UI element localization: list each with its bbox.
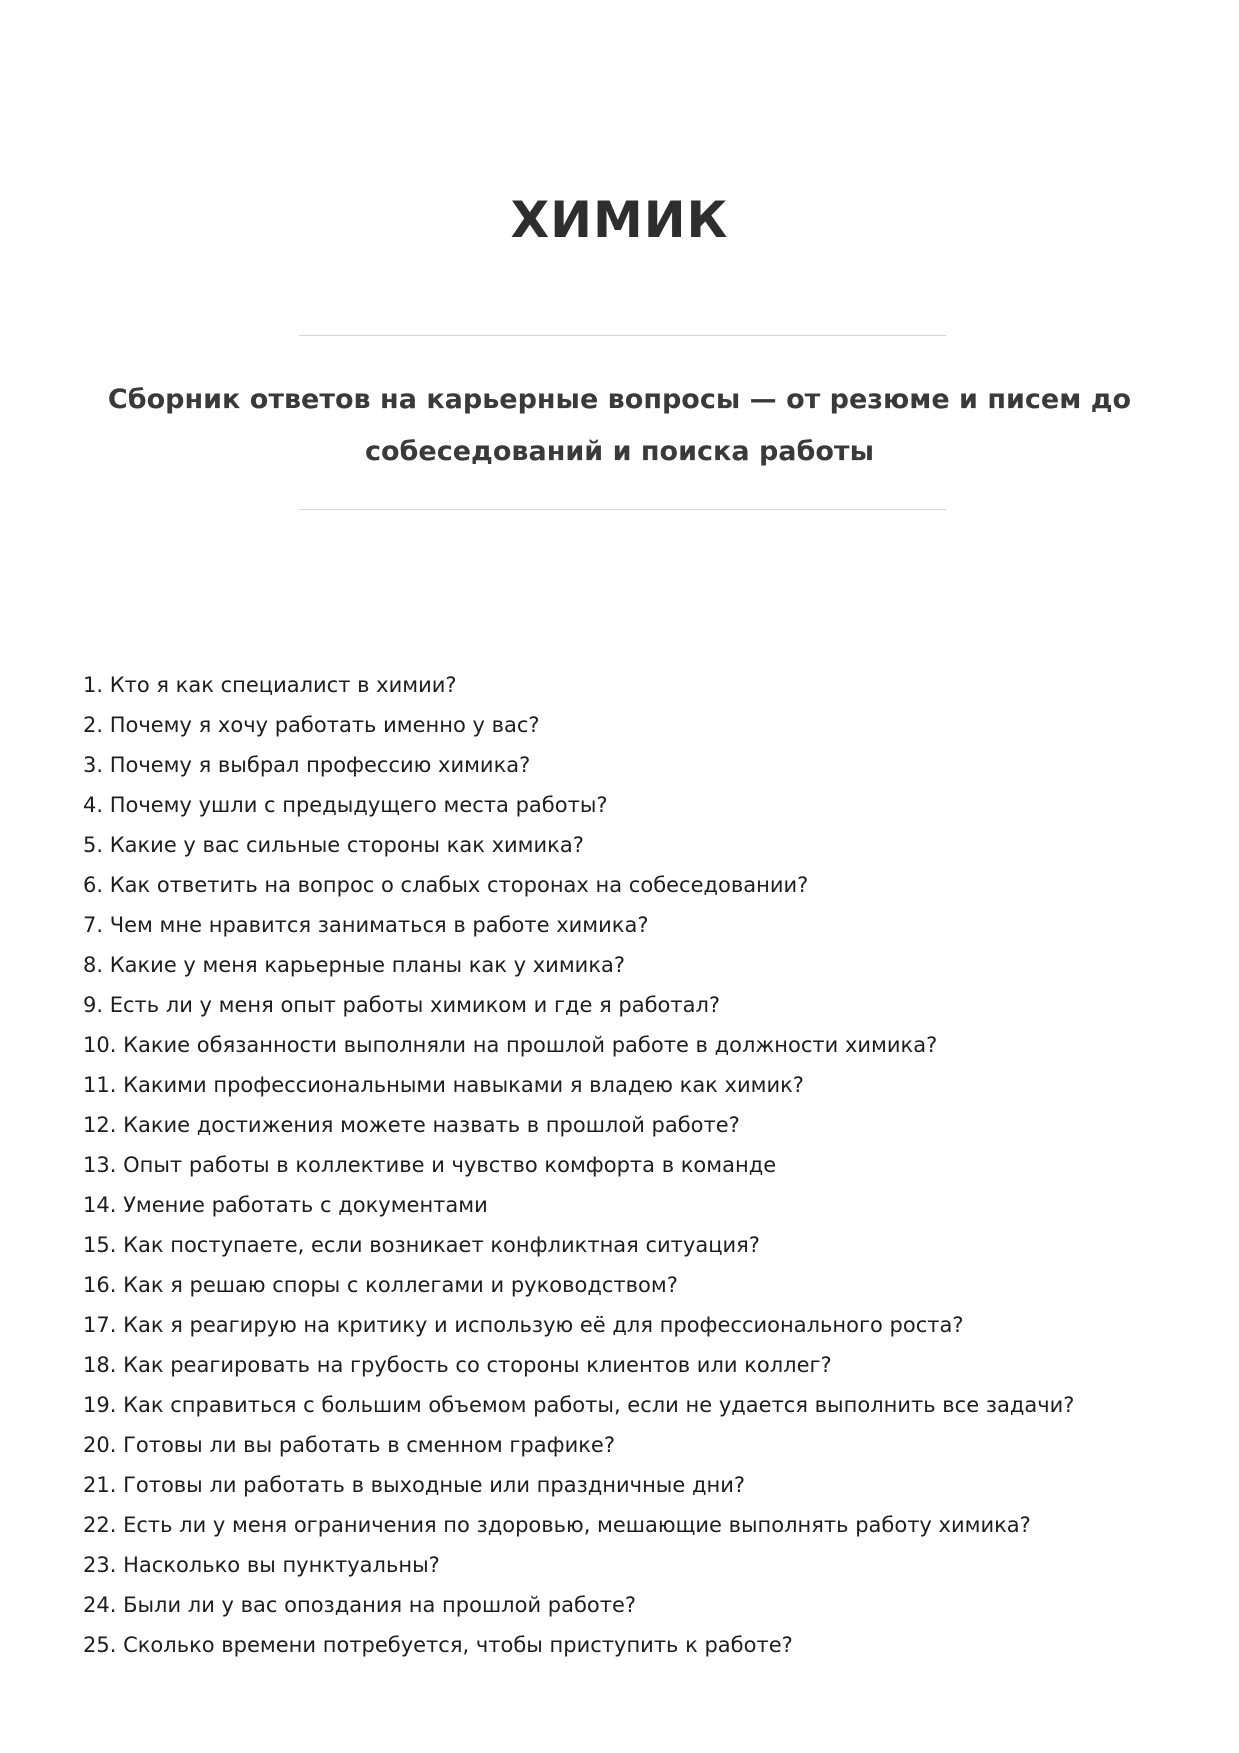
question-item: 7. Чем мне нравится заниматься в работе химика? (83, 913, 649, 937)
question-item: 6. Как ответить на вопрос о слабых сторонах на собеседовании? (83, 873, 809, 897)
document-title: ХИМИК (510, 191, 729, 249)
subtitle-line-1: Сборник ответов на карьерные вопросы — от резюме и писем до (107, 384, 1132, 415)
subtitle-line-2: собеседований и поиска работы (365, 436, 874, 467)
question-item: 15. Как поступаете, если возникает конфликтная ситуация? (83, 1233, 760, 1257)
question-item: 14. Умение работать с документами (83, 1193, 488, 1217)
question-item: 2. Почему я хочу работать именно у вас? (83, 713, 540, 737)
question-item: 12. Какие достижения можете назвать в прошлой работе? (83, 1113, 740, 1137)
question-item: 23. Насколько вы пунктуальны? (83, 1553, 440, 1577)
question-item: 13. Опыт работы в коллективе и чувство комфорта в команде (83, 1153, 777, 1177)
question-item: 9. Есть ли у меня опыт работы химиком и где я работал? (83, 993, 721, 1017)
question-item: 4. Почему ушли с предыдущего места работы? (83, 793, 608, 817)
question-item: 16. Как я решаю споры с коллегами и руководством? (83, 1273, 678, 1297)
question-item: 19. Как справиться с большим объемом работы, если не удается выполнить все задачи? (83, 1393, 1075, 1417)
divider-bottom (299, 509, 946, 510)
question-list (83, 665, 1163, 1665)
question-item: 17. Как я реагирую на критику и использую её для профессионального роста? (83, 1313, 964, 1337)
question-item: 3. Почему я выбрал профессию химика? (83, 753, 531, 777)
question-item: 25. Сколько времени потребуется, чтобы приступить к работе? (83, 1633, 793, 1657)
question-item: 18. Как реагировать на грубость со стороны клиентов или коллег? (83, 1353, 832, 1377)
question-item: 1. Кто я как специалист в химии? (83, 673, 457, 697)
question-item: 5. Какие у вас сильные стороны как химика? (83, 833, 584, 857)
question-item: 21. Готовы ли работать в выходные или праздничные дни? (83, 1473, 746, 1497)
divider-top (299, 335, 946, 336)
question-item: 22. Есть ли у меня ограничения по здоровью, мешающие выполнять работу химика? (83, 1513, 1031, 1537)
question-item: 8. Какие у меня карьерные планы как у химика? (83, 953, 626, 977)
document-subtitle (100, 374, 1139, 478)
question-item: 11. Какими профессиональными навыками я владею как химик? (83, 1073, 804, 1097)
question-item: 24. Были ли у вас опоздания на прошлой работе? (83, 1593, 637, 1617)
question-item: 10. Какие обязанности выполняли на прошлой работе в должности химика? (83, 1033, 938, 1057)
question-item: 20. Готовы ли вы работать в сменном графике? (83, 1433, 615, 1457)
